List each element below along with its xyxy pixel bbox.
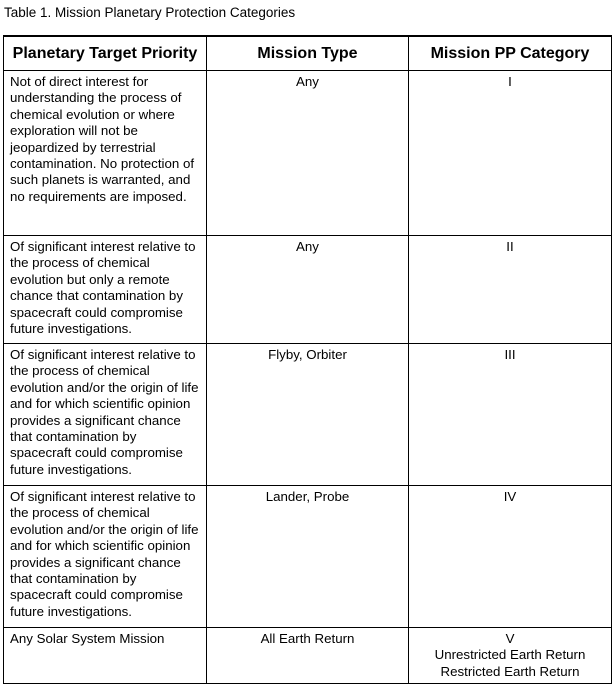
table-row xyxy=(4,486,612,628)
row-mission-type-cell: Any xyxy=(207,236,409,344)
table-row xyxy=(4,344,612,486)
row-mission-type-cell: Any xyxy=(207,71,409,236)
row-priority-cell: Not of direct interest for understanding the process of chemical evolution or where exploration will not be jeopardized by terrestrial contamination. No protection of such planets is warranted, and no requirements are imposed. xyxy=(4,71,207,236)
category-value: V xyxy=(505,631,515,646)
row-category-cell: IV xyxy=(409,486,612,628)
row-mission-type-cell: Flyby, Orbiter xyxy=(207,344,409,486)
category-subtype: Restricted Earth Return xyxy=(440,663,580,679)
row-mission-type-cell: Lander, Probe xyxy=(207,486,409,628)
header-mission-type: Mission Type xyxy=(207,36,409,71)
table-caption: Table 1. Mission Planetary Protection Categories xyxy=(4,5,296,20)
planetary-protection-table xyxy=(3,35,612,684)
row-priority-cell: Of significant interest relative to the process of chemical evolution and/or the origin of life and for which scientific opinion provides a significant chance that contamination by spacecraft could compromise future investigations. xyxy=(4,344,207,486)
table-row xyxy=(4,628,612,684)
row-category-cell: I xyxy=(409,71,612,236)
header-priority: Planetary Target Priority xyxy=(4,36,207,71)
table-header-row xyxy=(4,36,612,71)
row-priority-cell: Any Solar System Mission xyxy=(4,628,207,684)
row-mission-type-cell: All Earth Return xyxy=(207,628,409,684)
row-category-cell xyxy=(409,628,612,684)
row-category-cell: II xyxy=(409,236,612,344)
row-priority-cell: Of significant interest relative to the process of chemical evolution but only a remote chance that contamination by spacecraft could compromise future investigations. xyxy=(4,236,207,344)
table-row xyxy=(4,236,612,344)
category-subtype: Unrestricted Earth Return xyxy=(434,647,586,663)
header-category: Mission PP Category xyxy=(409,36,612,71)
row-priority-cell: Of significant interest relative to the process of chemical evolution and/or the origin of life and for which scientific opinion provides a significant chance that contamination by spacecraft could compromise future investigations. xyxy=(4,486,207,628)
table-row xyxy=(4,71,612,236)
row-category-cell: III xyxy=(409,344,612,486)
